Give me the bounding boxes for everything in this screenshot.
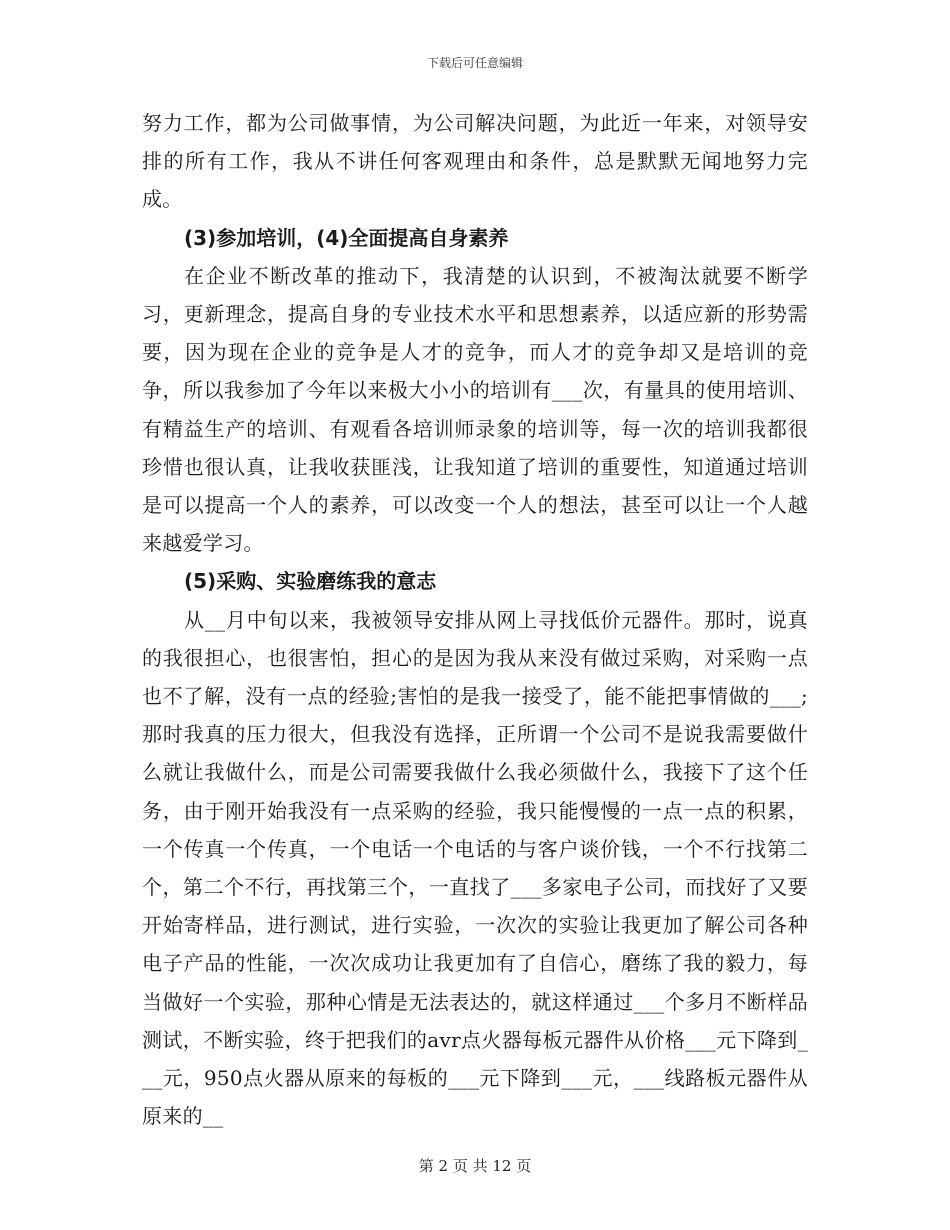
paragraph-3: 从__月中旬以来，我被领导安排从网上寻找低价元器件。那时，说真的我很担心，也很害怕，担心的是因为我从来没有做过采购，对采购一点也不了解，没有一点的经验;害怕的是我一接受了，能不能把事情做的___;那时我真的压力很大，但我没有选择，正所谓一个公司不是说我需要做什么就让我做什么，而是公司需要我做什么我必须做什么，我接下了这个任务，由于刚开始我没有一点采购的经验，我只能慢慢的一点一点的积累，一个传真一个传真，一个电话一个电话的与客户谈价钱，一个不行找第二个，第二个不行，再找第三个，一直找了___多家电子公司，而找好了又要开始寄样品，进行测试，进行实验，一次次的实验让我更加了解公司各种电子产品的性能，一次次成功让我更加有了自信心，磨练了我的毅力，每当做好一个实验，那种心情是无法表达的，就这样通过___个多月不断样品测试，不断实验，终于把我们的avr点火器每板元器件从价格___元下降到___元，950点火器从原来的每板的___元下降到___元，___线路板元器件从原来的__ — [142, 607, 808, 1129]
page-header: 下载后可任意编辑 — [426, 56, 523, 70]
section-heading-5: (5)采购、实验磨练我的意志 — [184, 569, 437, 594]
paragraph-1: 努力工作，都为公司做事情，为公司解决问题，为此近一年来，对领导安排的所有工作，我从不讲任何客观理由和条件，总是默默无闻地努力完成。 — [142, 111, 808, 212]
section-heading-3-4: (3)参加培训，(4)全面提高自身素养 — [184, 225, 509, 250]
paragraph-2: 在企业不断改革的推动下，我清楚的认识到，不被淘汰就要不断学习，更新理念，提高自身的专业技术水平和思想素养，以适应新的形势需要，因为现在企业的竞争是人才的竞争，而人才的竞争却又是培训的竞争，所以我参加了今年以来极大小小的培训有___次，有量具的使用培训、有精益生产的培训、有观看各培训师录象的培训等，每一次的培训我都很珍惜也很认真，让我收获匪浅，让我知道了培训的重要性，知道通过培训是可以提高一个人的素养，可以改变一个人的想法，甚至可以让一个人越来越爱学习。 — [142, 263, 808, 556]
page-number-footer: 第 2 页 共 12 页 — [418, 1157, 532, 1175]
document-body — [142, 104, 808, 1135]
